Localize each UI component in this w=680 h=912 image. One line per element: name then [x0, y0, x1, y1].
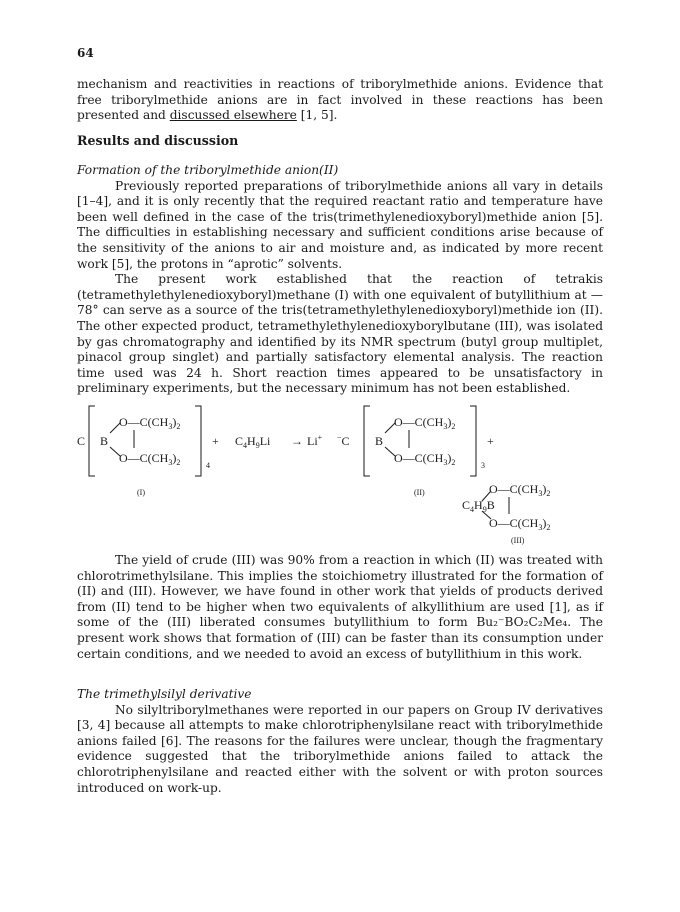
oxygen-top-II: $O—C(CH_3)_2$ [394, 415, 456, 431]
oxygen-top-I: $O—C(CH_3)_2$ [119, 415, 181, 431]
methide-carbon: −C [337, 433, 350, 448]
paragraph-previous-work: Previously reported preparations of triborylmethide anions all vary in details [1–4], and it is only recently that the required reactant ratio and temperature have been well defined in the case of the tris(trimethylenedioxyboryl)methide anion [5]. The difficulties in establishing necessary and sufficient conditions arise because of the sensitivity of the anions to air and moisture and, as indicated by more recent work [5], the protons in “aprotic” solvents. [77, 178, 603, 271]
carbon-atom-I: C [77, 434, 86, 448]
paragraph-silyl: No silyltriborylmethanes were reported in our papers on Group IV derivatives [3, 4] because all attempts to make chlorotriphenylsilane react with triborylmethide anions failed [6]. The reasons for the failures were unclear, though the fragmentary evidence suggested that the triborylmethide anions failed to attack the chlorotriphenylsilane and reacted either with the solvent or with proton sources introduced on work-up. [77, 702, 603, 795]
intro-text: mechanism and reactivities in reactions of triborylmethide anions. Evidence that free triborylmethide anions are in fact involved in these reactions has been presented and [77, 77, 603, 123]
boron-atom-II: B [375, 434, 384, 448]
label-compound-III: (III) [511, 536, 525, 545]
count-three: 3 [481, 461, 485, 470]
page-number: 64 [77, 46, 94, 60]
plus-sign-2: + [487, 434, 494, 448]
boron-atom-I: B [100, 434, 109, 448]
bracket-right-I [195, 406, 201, 476]
label-compound-II: (II) [414, 488, 425, 497]
reference-link[interactable]: discussed elsewhere [169, 108, 297, 123]
oxygen-bottom-II: $O—C(CH_3)_2$ [394, 451, 456, 467]
paragraph-present-work: The present work established that the reaction of tetrakis (tetramethylethylenedioxyboryl)methane (I) with one equivalent of butyllithium at —78° can serve as a source of the tris(tetramethylethylenedioxyboryl)methide ion (II). The other expected product, tetramethylethylenedioxyborylbutane (III), was isolated by gas chromatography and identified by its NMR spectrum (butyl group multiplet, pinacol group singlet) and partially satisfactory elemental analysis. The reaction time used was 24 h. Short reaction times appeared to be unsatisfactory in preliminary experiments, but the necessary minimum has not been established. [77, 272, 603, 396]
oxygen-top-III: $O—C(CH_3)_2$ [489, 482, 551, 498]
lithium-cation: Li+ [307, 433, 323, 448]
butyllithium-reagent: $C_4H_9Li$ [235, 434, 271, 450]
intro-text-end: [1, 5]. [296, 108, 338, 123]
plus-sign-1: + [212, 434, 219, 448]
label-compound-I: (I) [137, 488, 145, 497]
paragraph-yield: The yield of crude (III) was 90% from a reaction in which (II) was treated with chlorotrimethylsilane. This implies the stoichiometry illustrated for the formation of (II) and (III). However, we have found in other work that yields of products derived from (II) tend to be higher when two equivalents of alkyllithium are used [1], as if some of the (III) liberated consumes butyllithium to form Bu₂⁻BO₂C₂Me₄. The present work shows that formation of (III) can be faster than its consumption under certain conditions, and we needed to avoid an excess of butyllithium in this work. [77, 553, 603, 661]
bracket-right-II [470, 406, 476, 476]
section-heading: Results and discussion [77, 133, 239, 148]
intro-paragraph [77, 77, 603, 124]
subsection-trimethylsilyl [77, 687, 603, 796]
count-four: 4 [206, 461, 210, 470]
oxygen-bottom-I: $O—C(CH_3)_2$ [119, 451, 181, 467]
subsection-title: Formation of the triborylmethide anion(II) [77, 163, 339, 177]
yield-paragraph [77, 553, 603, 662]
bracket-left-II [364, 406, 370, 476]
oxygen-bottom-III: $O—C(CH_3)_2$ [489, 516, 551, 532]
reaction-arrow: → [291, 434, 303, 448]
subsection-title-2: The trimethylsilyl derivative [77, 687, 252, 701]
subsection-formation [77, 163, 603, 397]
bracket-left-I [89, 406, 95, 476]
reaction-scheme [77, 404, 603, 546]
butyl-boron: $C_4H_9B$ [462, 498, 495, 514]
